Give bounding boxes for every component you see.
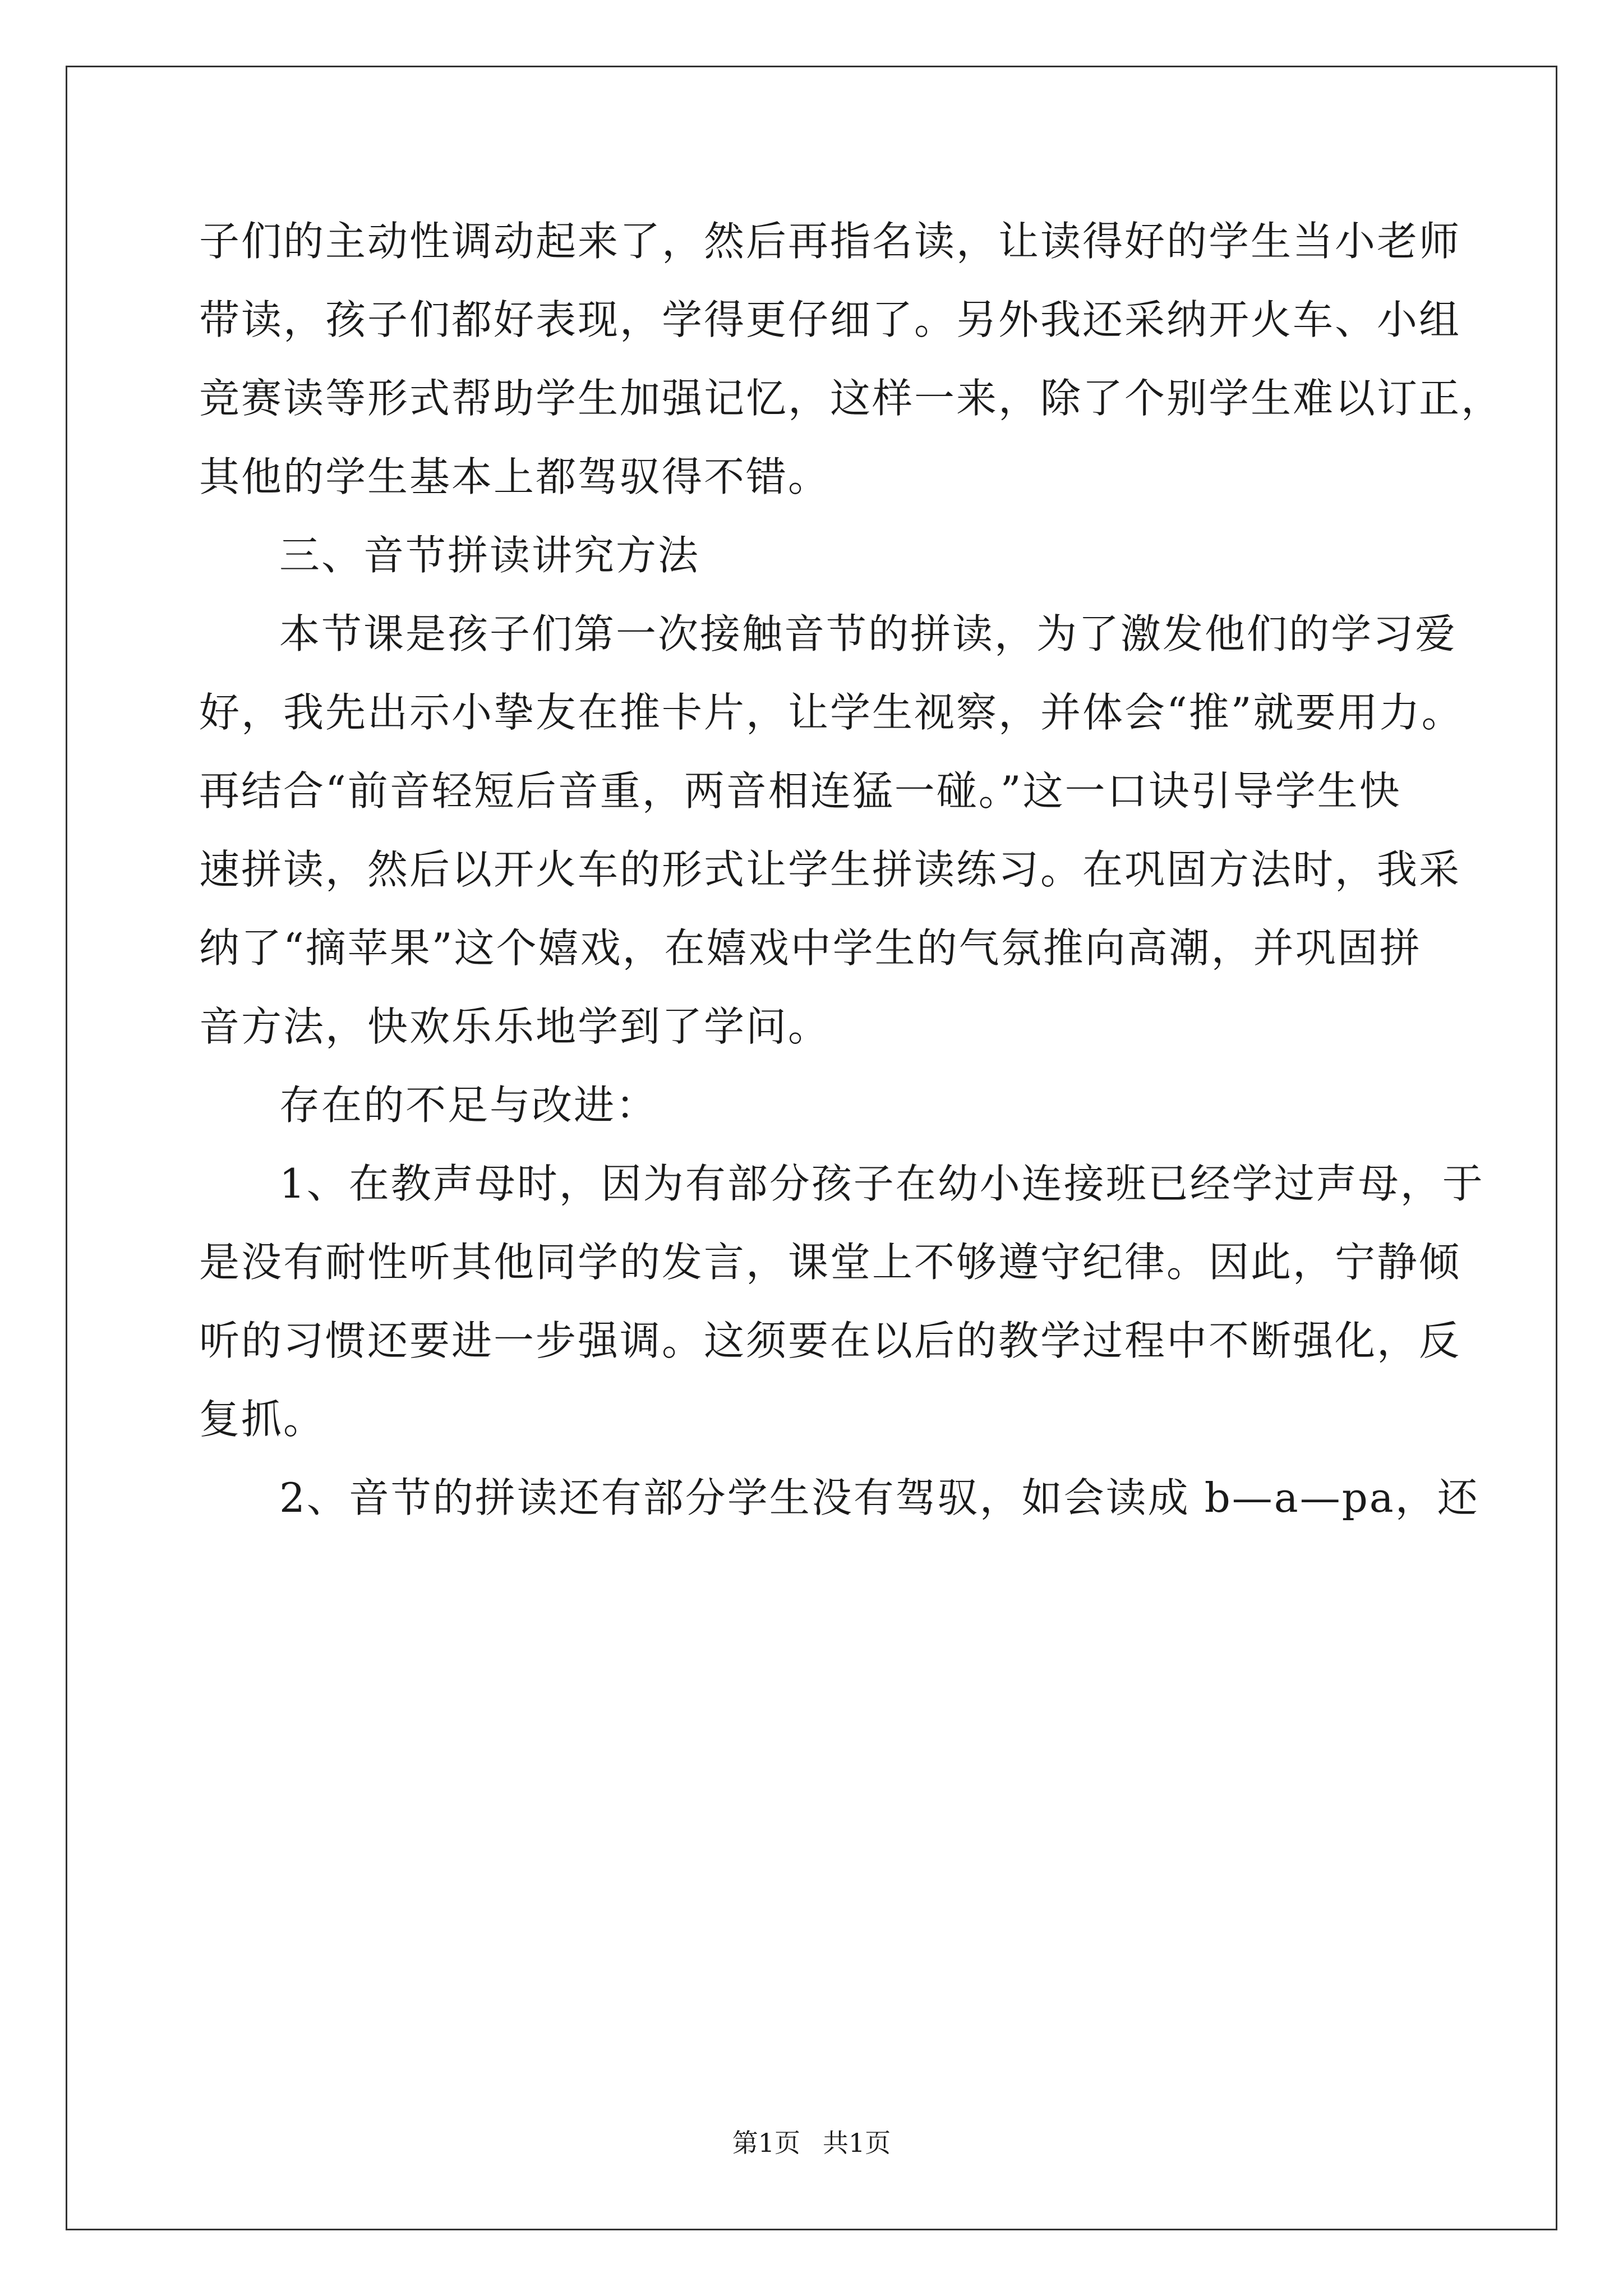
text-line: 再结合“前音轻短后音重，两音相连猛一碰。”这一口诀引导学生快	[199, 767, 1401, 815]
section-heading: 三、音节拼读讲究方法	[279, 532, 700, 579]
text-line: 1、在教声母时，因为有部分孩子在幼小连接班已经学过声母，于	[279, 1160, 1484, 1207]
text-line: 复抓。	[199, 1396, 326, 1443]
text-line: 其他的学生基本上都驾驭得不错。	[199, 453, 831, 500]
text-line: 听的习惯还要进一步强调。这须要在以后的教学过程中不断强化，反	[199, 1317, 1461, 1364]
text-line: 速拼读，然后以开火车的形式让学生拼读练习。在巩固方法时，我采	[199, 846, 1461, 893]
text-line: 是没有耐性听其他同学的发言，课堂上不够遵守纪律。因此，宁静倾	[199, 1239, 1461, 1286]
section-heading: 存在的不足与改进：	[279, 1082, 658, 1129]
text-line: 2、音节的拼读还有部分学生没有驾驭，如会读成 b—a—pa，还	[279, 1474, 1479, 1521]
text-line: 本节课是孩子们第一次接触音节的拼读，为了激发他们的学习爱	[279, 610, 1458, 657]
text-line: 子们的主动性调动起来了，然后再指名读，让读得好的学生当小老师	[199, 218, 1461, 265]
text-line: 带读，孩子们都好表现，学得更仔细了。另外我还采纳开火车、小组	[199, 296, 1461, 343]
page-number: 第1页	[732, 2128, 800, 2158]
page-footer	[0, 2126, 1623, 2160]
text-line: 好，我先出示小挚友在推卡片，让学生视察，并体会“推”就要用力。	[199, 689, 1464, 736]
text-line: 纳了“摘苹果”这个嬉戏，在嬉戏中学生的气氛推向高潮，并巩固拼	[199, 924, 1422, 972]
text-line: 竞赛读等形式帮助学生加强记忆，这样一来，除了个别学生难以订正，	[199, 375, 1504, 422]
page-total: 共1页	[823, 2128, 891, 2158]
text-line: 音方法，快欢乐乐地学到了学问。	[199, 1003, 831, 1050]
